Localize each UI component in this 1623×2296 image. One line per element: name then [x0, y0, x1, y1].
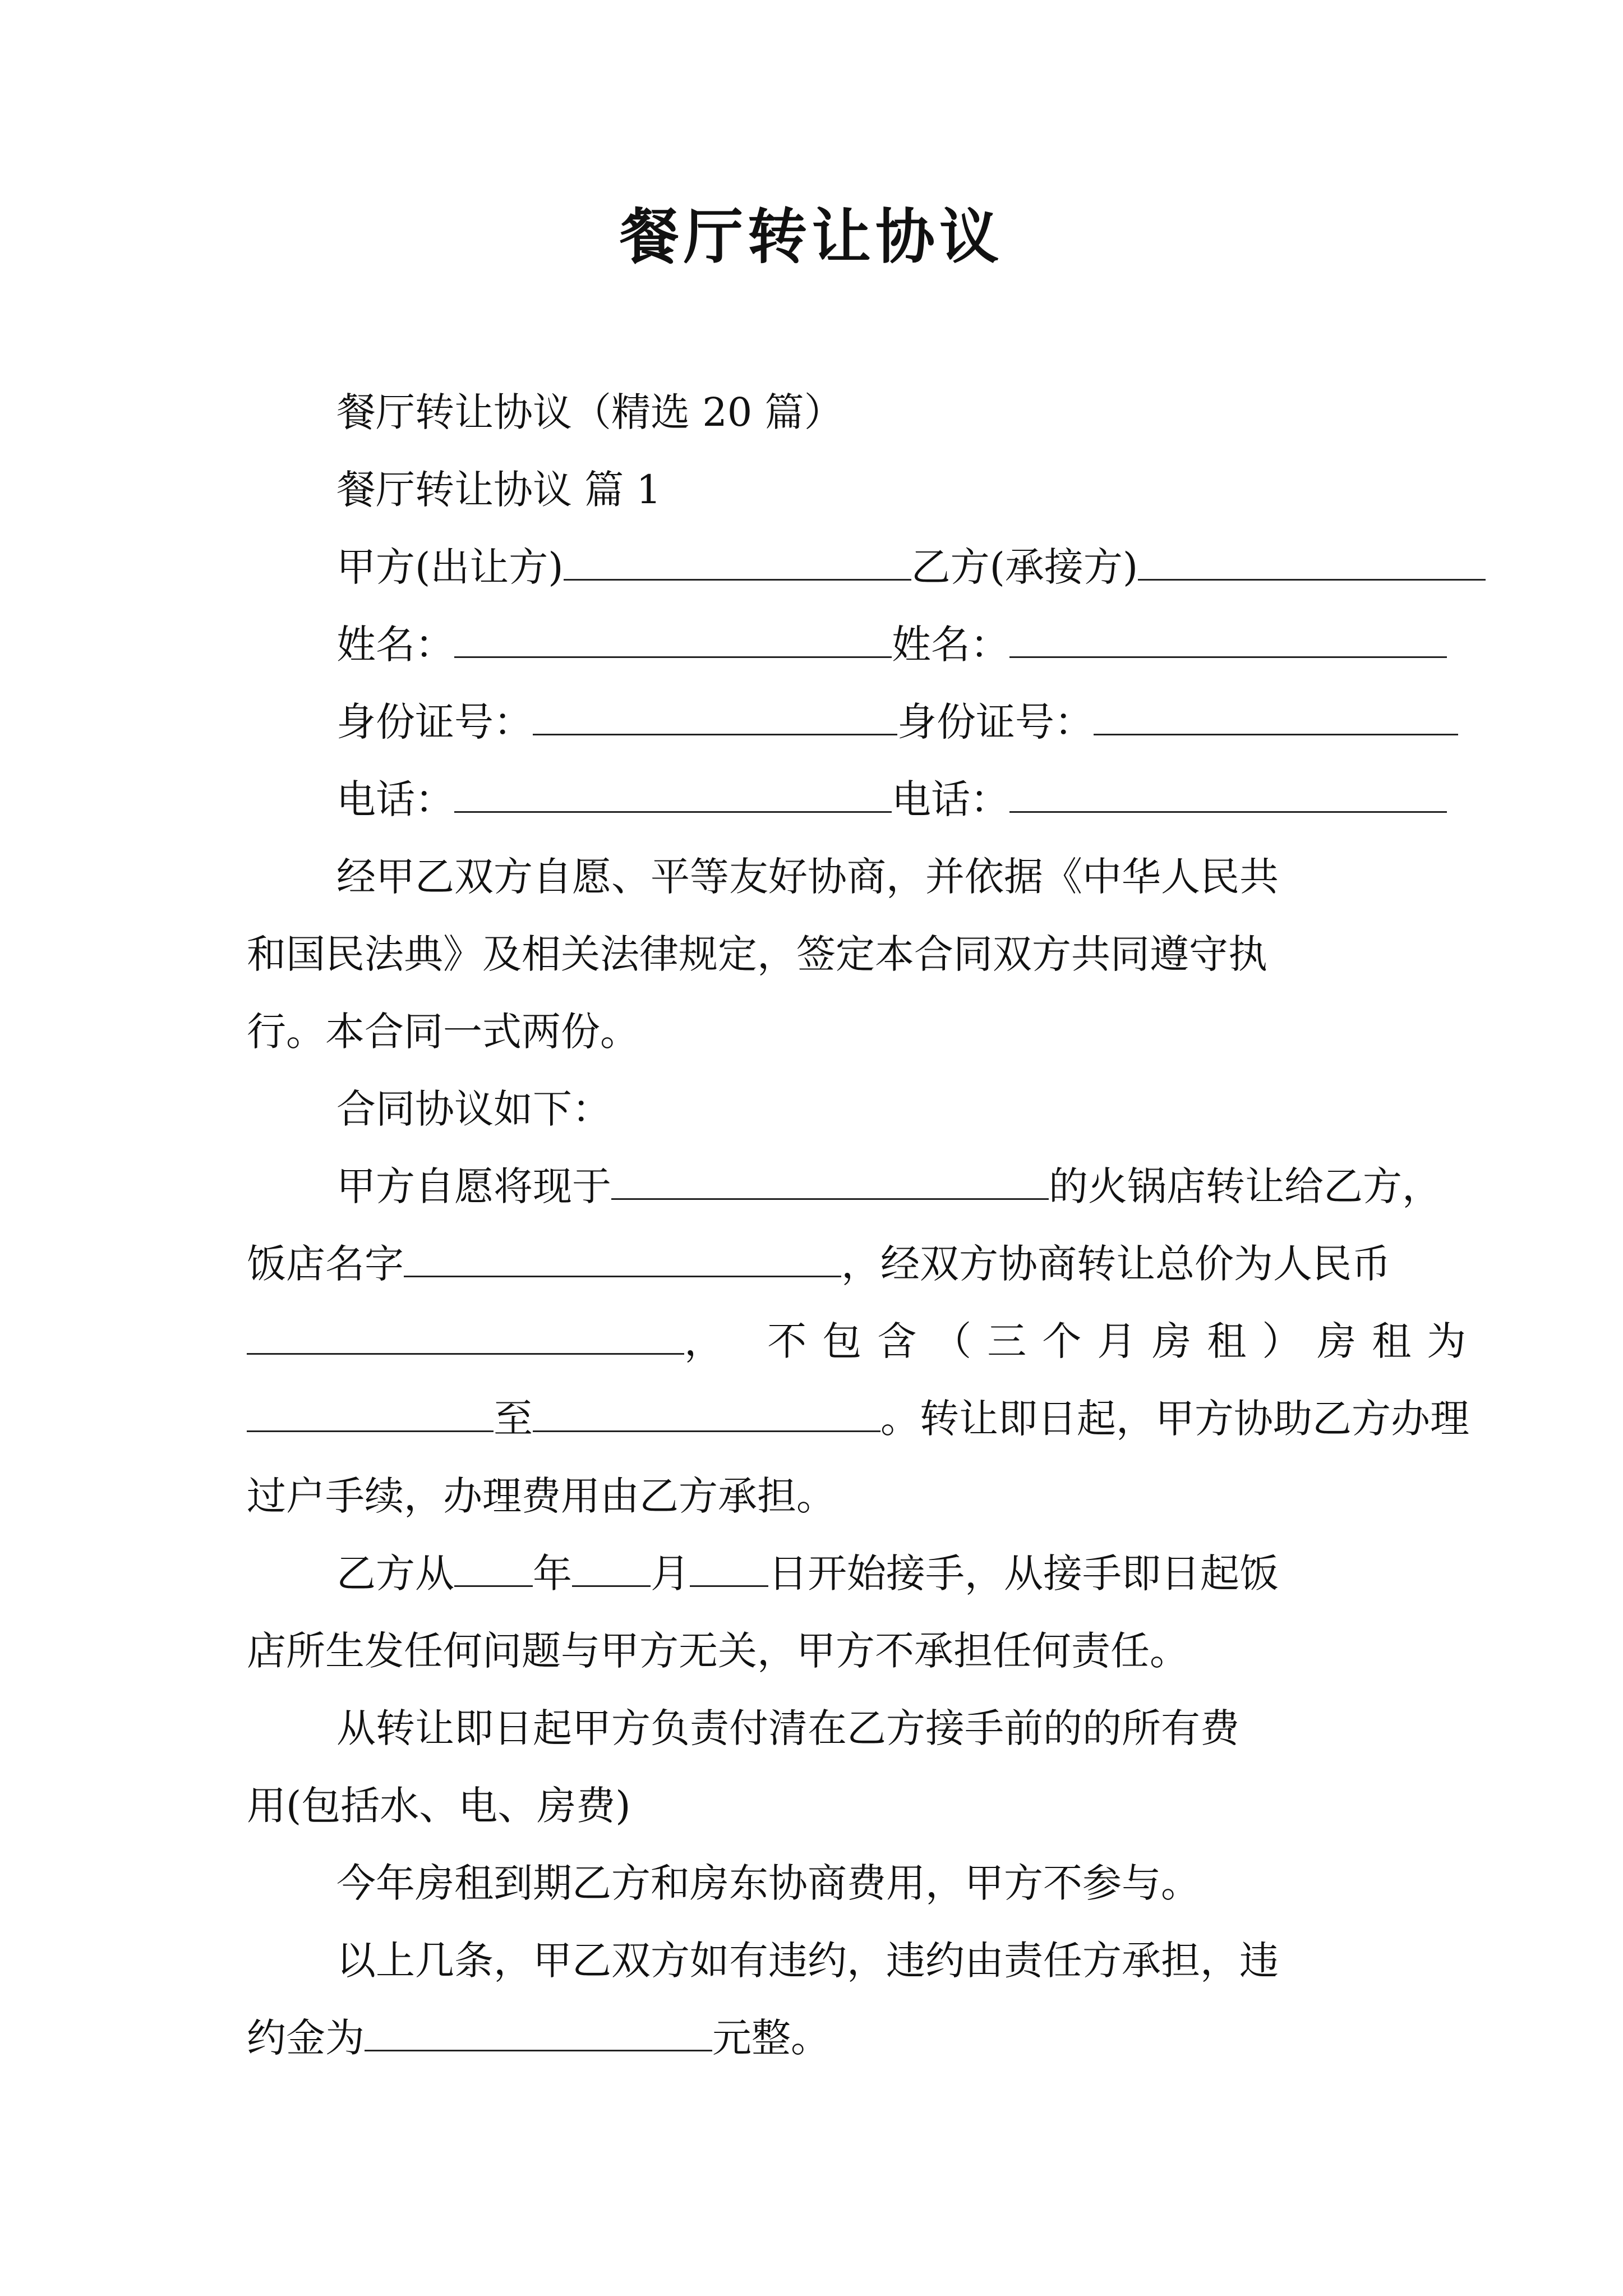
- p3-text-e: ， 不包含（三个月房租）房租为: [684, 1318, 1482, 1364]
- phone-line: [247, 761, 1391, 838]
- location-blank: [611, 1167, 1049, 1200]
- document-title: 餐厅转让协议: [620, 201, 1003, 272]
- party-a-id-blank: [533, 702, 897, 735]
- paragraph-2: 合同协议如下：: [336, 1086, 611, 1132]
- section-heading: 餐厅转让协议 篇 1: [336, 467, 662, 513]
- p3-text-c: 饭店名字: [247, 1241, 404, 1287]
- party-a-blank: [564, 547, 911, 581]
- party-a-name-blank: [454, 625, 892, 658]
- party-b-phone-blank: [1009, 780, 1447, 813]
- party-line: [247, 528, 1391, 606]
- paragraph-4-line-1: [247, 1535, 1391, 1612]
- paragraph-7-line-2: [247, 1999, 1391, 2077]
- party-b-id-label: 身份证号：: [897, 699, 1094, 745]
- party-b-name-label: 姓名：: [892, 622, 1009, 668]
- year-blank: [454, 1554, 533, 1587]
- paragraph-3-line-2: [247, 1225, 1391, 1303]
- p3-text-b: 的火锅店转让给乙方，: [1049, 1163, 1441, 1209]
- month-blank: [572, 1554, 651, 1587]
- rent-end-blank: [533, 1399, 880, 1432]
- party-a-label: 甲方(出让方): [336, 544, 564, 590]
- rent-start-blank: [247, 1399, 494, 1432]
- p7-text-a: 约金为: [247, 2015, 365, 2061]
- p3-text-a: 甲方自愿将现于: [336, 1163, 611, 1209]
- price-blank: [247, 1322, 684, 1355]
- party-a-name-label: 姓名：: [336, 622, 454, 668]
- id-line: [247, 683, 1391, 761]
- paragraph-3-line-5: 过户手续，办理费用由乙方承担。: [247, 1473, 836, 1519]
- p3-text-d: ，经双方协商转让总价为人民币: [841, 1241, 1391, 1287]
- paragraph-5-line-2: 用(包括水、电、房费): [247, 1783, 631, 1829]
- party-a-phone-label: 电话：: [336, 776, 454, 822]
- paragraph-3-line-4: [247, 1380, 1469, 1457]
- p4-text-c: 月: [651, 1550, 690, 1596]
- paragraph-3-line-3: [247, 1303, 1482, 1380]
- paragraph-5-line-1: 从转让即日起甲方负责付清在乙方接手前的的所有费: [336, 1705, 1239, 1751]
- subtitle: 餐厅转让协议（精选 20 篇）: [336, 389, 843, 435]
- p4-text-d: 日开始接手，从接手即日起饭: [768, 1550, 1279, 1596]
- party-b-phone-label: 电话：: [892, 776, 1009, 822]
- paragraph-3-line-1: [247, 1148, 1441, 1225]
- party-a-phone-blank: [454, 780, 892, 813]
- name-line: [247, 606, 1391, 683]
- p4-text-b: 年: [533, 1550, 572, 1596]
- p7-text-b: 元整。: [712, 2015, 830, 2061]
- p3-text-g: 。转让即日起，甲方协助乙方办理: [880, 1396, 1469, 1442]
- p4-text-a: 乙方从: [336, 1550, 454, 1596]
- party-a-id-label: 身份证号：: [336, 699, 533, 745]
- paragraph-4-line-2: 店所生发任何问题与甲方无关，甲方不承担任何责任。: [247, 1628, 1189, 1674]
- paragraph-1-line-3: 行。本合同一式两份。: [247, 1009, 639, 1055]
- paragraph-7-line-1: 以上几条，甲乙双方如有违约，违约由责任方承担，违: [336, 1938, 1279, 1984]
- penalty-blank: [365, 2018, 712, 2051]
- party-b-name-blank: [1009, 625, 1447, 658]
- paragraph-6: 今年房租到期乙方和房东协商费用，甲方不参与。: [336, 1860, 1200, 1906]
- paragraph-1-line-1: 经甲乙双方自愿、平等友好协商，并依据《中华人民共: [336, 854, 1279, 900]
- party-b-blank: [1138, 547, 1486, 581]
- p3-text-f: 至: [494, 1396, 533, 1442]
- day-blank: [690, 1554, 768, 1587]
- restaurant-name-blank: [404, 1244, 841, 1277]
- paragraph-1-line-2: 和国民法典》及相关法律规定，签定本合同双方共同遵守执: [247, 931, 1267, 977]
- party-b-label: 乙方(承接方): [911, 544, 1138, 590]
- party-b-id-blank: [1094, 702, 1458, 735]
- document-body: [247, 374, 1482, 2077]
